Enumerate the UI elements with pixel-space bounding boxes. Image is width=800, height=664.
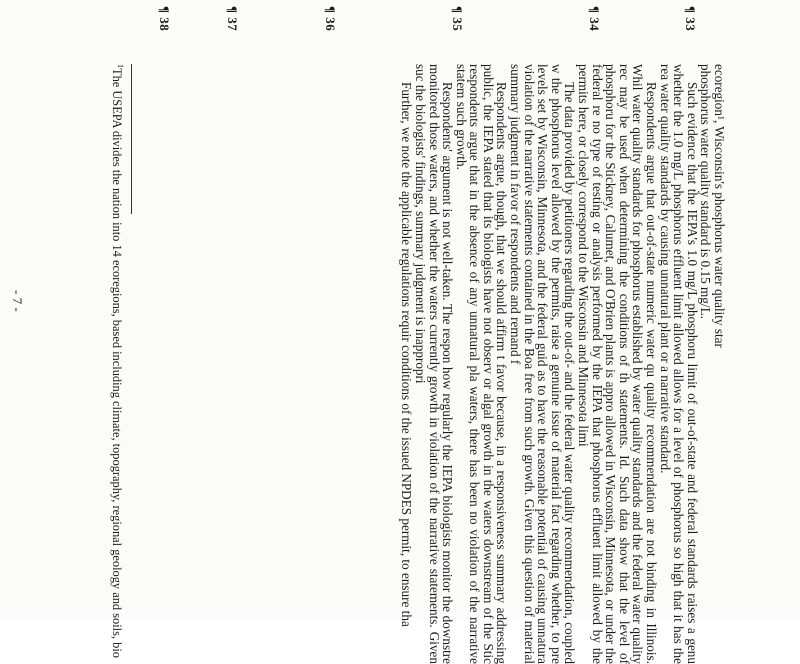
footnote-divider — [131, 64, 132, 214]
paragraph-mark-38: ¶ 38 — [157, 6, 172, 32]
paragraph-38: Further, we note the applicable regulations requir conditions of the issued NPDES permit, to ensure tha — [399, 82, 415, 627]
footnote — [110, 64, 127, 664]
footnote-text: The USEPA divides the nation into 14 ecoregions, based including climate, topography, regional geology and soils, bio — [109, 68, 124, 658]
paragraph-34: Respondents argue that out-of-state numeric water qu quality recommendation are not binding in Illinois. Whil water quality standards for phosphorus established by water quality standards and the federal water quality rec may be used when determining the conditions of th statements. Id. Such data show that the level of phosphoru for the Stickney, Calumet, and O'Brien plants is appro allowed in Wisconsin, Minnesota, or under the federal re no type of testing or analysis performed by the IEPA that phosphorus effluent limit allowed by the permits here, or closely correspond to the Wisconsin and Minnesota limi — [576, 64, 660, 664]
paragraph-35: The data provided by petitioners regarding the out-of- and the federal water quality recommendation, coupled w the phosphorus level allowed by the permits, raise a genuine issue of material fact regarding whether, to pre levels set by Wisconsin, Minnesota, and the federal guid as to have the reasonable potential of causing unnatura violation of the narrative statements contained in the Boa free from such growth. Given this question of material summary judgment in favor of respondents and remand f — [508, 64, 578, 664]
top-line-1: ecoregion¹, Wisconsin's phosphorus water quality star — [712, 64, 727, 348]
top-line-2: phosphorus water quality standard is 0.15 mg/L. — [698, 64, 714, 319]
paragraph-mark-35: ¶ 35 — [450, 6, 465, 32]
body-text — [400, 64, 726, 664]
paragraph-mark-34: ¶ 34 — [587, 6, 602, 32]
paragraph-37: Respondents' argument is not well-taken. The respon how regularly the IEPA biologists monitor the downstre monitored those waters, and whether the waters currently growth in violation of the narrative statements. Given suc the biologists' findings, summary judgment is inappropri — [412, 64, 456, 664]
paragraph-mark-33: ¶ 33 — [683, 6, 698, 32]
footnote-marker: 1 — [116, 64, 125, 68]
paragraph-33: Such evidence that the IEPA's 1.0 mg/L phosphoru limit of out-of-state and federal standards raises a genu whether the 1.0 mg/L phosphorus effluent limit allowed allows for a level of phosphorus so high that it has the rea water quality standards by causing unnatural plant or a narrative standard. — [657, 64, 700, 664]
page-number: - 7 - — [10, 290, 25, 312]
paragraph-mark-36: ¶ 36 — [323, 6, 338, 32]
paragraph-mark-37: ¶ 37 — [225, 6, 240, 32]
paragraph-36: Respondents argue, though, that we should affirm t favor because, in a responsiveness summary addressing public, the IEPA stated that its biologists have not observ or algal growth in the waters downstream of the Stic respondents argue that in the absence of any unnatural pla waters, there has been no violation of the narrative statem such growth. — [453, 64, 510, 664]
